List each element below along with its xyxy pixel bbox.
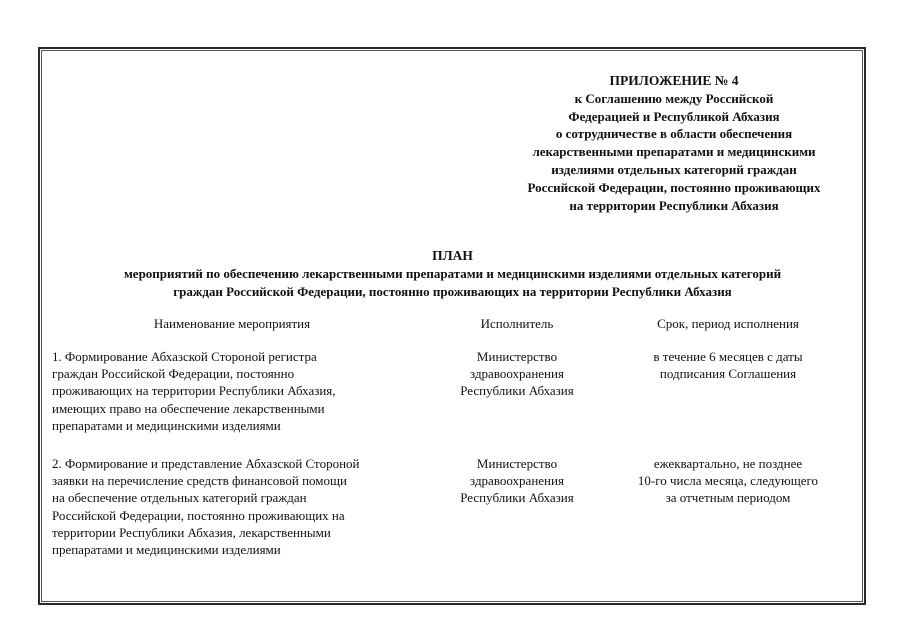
row-1-deadline-line: в течение 6 месяцев с даты [653,349,803,364]
plan-subtitle [50,265,855,300]
appendix-line: на территории Республики Абхазия [569,197,779,213]
row-2-executor-line: Республики Абхазия [460,490,574,506]
row-2-activity-line: территории Республики Абхазия, лекарственными [52,524,331,540]
column-header-deadline: Срок, период исполнения [657,316,799,331]
plan-subtitle-line: мероприятий по обеспечению лекарственными препаратами и медицинскими изделиями отдельных категорий [123,266,782,281]
row-1-executor [432,348,602,400]
row-1-executor-line: здравоохранения [470,366,564,382]
row-2-deadline-line: за отчетным периодом [665,490,791,506]
row-1-activity-line: проживающих на территории Республики Абхазия, [52,383,336,399]
appendix-line: о сотрудничестве в области обеспечения [555,126,793,142]
row-2-activity [52,455,427,558]
column-header-executor: Исполнитель [480,316,554,331]
row-2-executor-line: Министерство [476,456,558,471]
row-2-executor [432,455,602,507]
row-2-activity-line: на обеспечение отдельных категорий граждан [52,490,307,506]
appendix-block [490,72,858,214]
row-2-activity-line: 2. Формирование и представление Абхазской Стороной [52,456,360,471]
appendix-title: ПРИЛОЖЕНИЕ № 4 [609,73,739,88]
row-1-executor-line: Республики Абхазия [460,383,574,399]
row-2-executor-line: здравоохранения [470,473,564,489]
row-2-deadline-line: ежеквартально, не позднее [653,456,803,471]
row-2-activity-line: препаратами и медицинскими изделиями [52,542,281,558]
row-1-deadline-line: подписания Соглашения [659,366,797,382]
row-1-activity-line: препаратами и медицинскими изделиями [52,417,281,433]
row-2-activity-line: заявки на перечисление средств финансовой помощи [52,473,347,489]
row-1-deadline [608,348,848,382]
row-2-deadline [608,455,848,507]
row-1-activity-line: граждан Российской Федерации, постоянно [52,366,295,382]
plan-title: ПЛАН [432,248,473,263]
row-2-activity-line: Российской Федерации, постоянно проживающих на [52,507,345,523]
plan-subtitle-line: граждан Российской Федерации, постоянно проживающих на территории Республики Абхазия [173,283,732,299]
appendix-line: Федерацией и Республикой Абхазия [568,108,780,124]
row-1-activity-line: имеющих право на обеспечение лекарственными [52,400,325,416]
row-1-executor-line: Министерство [476,349,558,364]
row-1-activity [52,348,427,434]
appendix-line: лекарственными препаратами и медицинскими [532,144,816,160]
appendix-line: Российской Федерации, постоянно проживающих [527,179,821,195]
row-1-activity-line: 1. Формирование Абхазской Стороной регистра [52,349,317,364]
appendix-line: к Соглашению между Российской [574,90,774,106]
row-2-deadline-line: 10-го числа месяца, следующего [637,473,819,489]
appendix-line: изделиями отдельных категорий граждан [551,161,797,177]
column-header-activity: Наименование мероприятия [153,316,311,331]
